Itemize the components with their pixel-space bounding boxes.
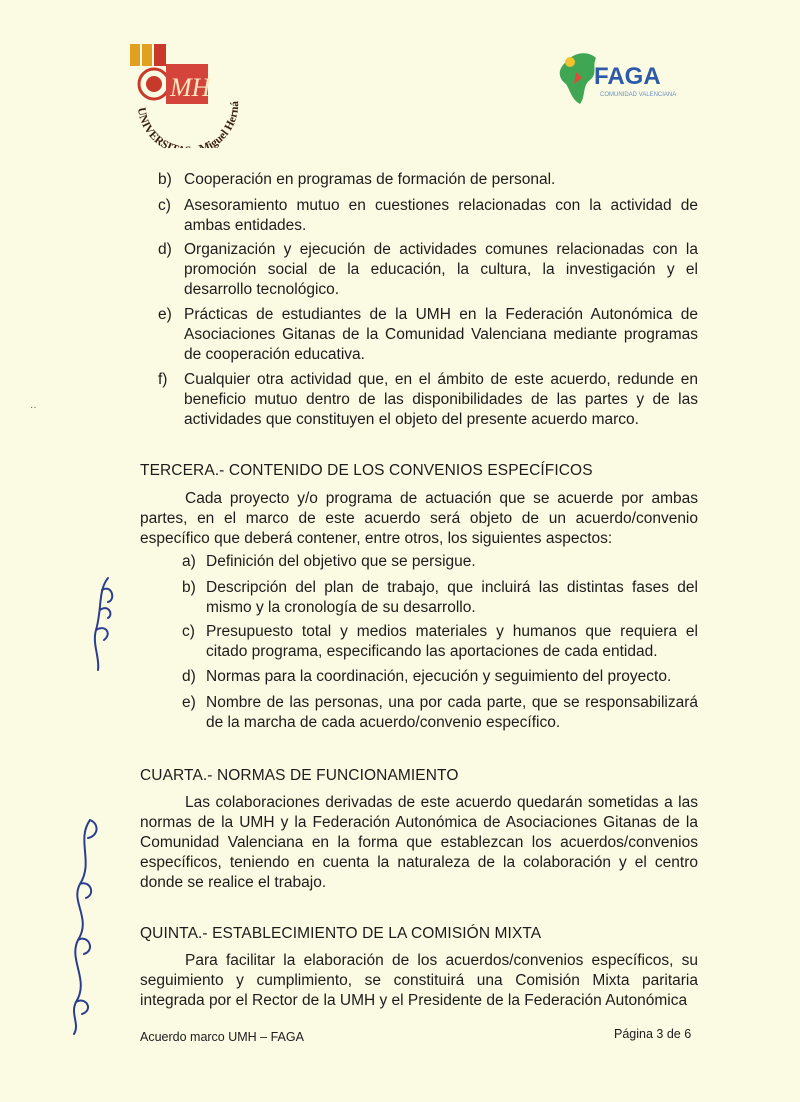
list-item [158,240,698,300]
list-text: Presupuesto total y medios materiales y humanos que requiera el citado programa, especificando las aportaciones de cada entidad. [206,623,698,660]
list-item [158,196,698,236]
signature-mark-1 [78,570,128,680]
list-marker: e) [182,694,196,711]
list-item [182,667,698,687]
umh-seal-icon [120,38,250,148]
list-marker: e) [158,306,172,323]
section-heading-cuarta: CUARTA.- NORMAS DE FUNCIONAMIENTO [140,767,459,784]
list-marker: b) [158,171,172,188]
list-marker: d) [182,668,196,685]
list-text: Prácticas de estudiantes de la UMH en la Federación Autonómica de Asociaciones Gitanas de la Comunidad Valenciana mediante programas de cooperación educativa. [184,306,698,363]
list-marker: c) [158,197,171,214]
list-text: Descripción del plan de trabajo, que incluirá las distintas fases del mismo y la cronología de su desarrollo. [206,579,698,616]
faga-name: FAGA [594,63,661,90]
list-text: Organización y ejecución de actividades comunes relacionadas con la promoción social de la educación, la cultura, la investigación y el desarrollo tecnológico. [184,241,698,298]
list-item [182,622,698,662]
footer-title: Acuerdo marco UMH – FAGA [140,1030,304,1044]
list-text: Definición del objetivo que se persigue. [206,553,476,570]
list-text: Normas para la coordinación, ejecución y seguimiento del proyecto. [206,668,672,685]
section-paragraph: Para facilitar la elaboración de los acuerdos/convenios específicos, su seguimiento y cumplimiento, se constituirá una Comisión Mixta paritaria integrada por el Rector de la UMH y el Presidente de la Federación Autonómica [140,952,698,1009]
list-text: Asesoramiento mutuo en cuestiones relacionadas con la actividad de ambas entidades. [184,197,698,234]
list-marker: d) [158,241,172,258]
list-text: Nombre de las personas, una por cada parte, que se responsabilizará de la marcha de cada acuerdo/convenio específico. [206,694,698,731]
list-item [158,170,698,190]
faga-logo [552,44,692,114]
list-marker: b) [182,579,196,596]
svg-text:UNIVERSITAS · Miguel Hernández: UNIVERSI iguel Herná [134,101,242,148]
section-paragraph: Las colaboraciones derivadas de este acuerdo quedarán sometidas a las normas de la UMH y la Federación Autonómica de Asociaciones Gitanas de la Comunidad Valenciana en la forma que establezcan los acuerdos/convenios específicos, teniendo en cuenta la naturaleza de la colaboración y el centro donde se realice el trabajo. [140,794,698,891]
page-number: Página 3 de 6 [614,1027,692,1041]
list-marker: a) [182,553,196,570]
list-item [182,578,698,618]
umh-logo [120,38,250,148]
scan-speck: ·· [30,402,37,413]
svg-text:MH: MH [170,73,211,102]
faga-tagline: COMUNIDAD VALENCIANA [600,92,677,98]
list-marker: f) [158,371,168,388]
section-heading-quinta: QUINTA.- ESTABLECIMIENTO DE LA COMISIÓN MIXTA [140,925,542,942]
faga-emblem-icon [552,44,692,114]
list-marker: c) [182,623,195,640]
signature-mark-2 [50,810,110,1040]
list-item [158,370,698,430]
section-heading-tercera: TERCERA.- CONTENIDO DE LOS CONVENIOS ESPECÍFICOS [140,462,593,479]
section-paragraph: Cada proyecto y/o programa de actuación que se acuerde por ambas partes, en el marco de este acuerdo será objeto de un acuerdo/convenio específico que deberá contener, entre otros, los siguientes aspectos: [140,490,698,547]
list-text: Cooperación en programas de formación de personal. [184,171,556,188]
list-text: Cualquier otra actividad que, en el ámbito de este acuerdo, redunde en beneficio mutuo dentro de las disponibilidades de las partes y de las actividades que constituyen el objeto del presente acuerdo marco. [184,371,698,428]
list-item [182,693,698,733]
list-item [158,305,698,365]
list-item [182,552,698,572]
